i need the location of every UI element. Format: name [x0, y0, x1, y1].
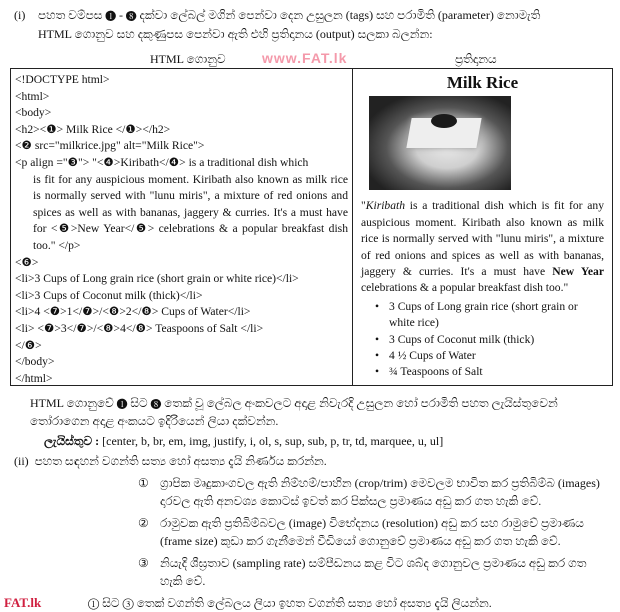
statement-text: රාමුවක ඇති ප්‍රතිබිම්බවල (image) විභේදනය (resolution) අඩු කර සහ රාමුවේ ප්‍රමාණය (frame size) කුඩා කර ගැනීමෙන් වීඩියෝ ගොනුවේ ප්‍රමාණය අඩු කර ගත හැකි වේ. — [160, 516, 584, 548]
para-text: celebrations & a popular breakfast dish too." — [361, 281, 569, 295]
question-number: (i) — [14, 8, 26, 22]
html-code — [11, 69, 353, 385]
statement-number: ③ — [138, 556, 149, 570]
last-row — [0, 594, 620, 612]
quote-mark: " — [361, 199, 366, 213]
para-text: is a traditional dish which is fit for any auspicious moment. Kiribath also known as milk rice is normally served with "lunu miris", a mixture of red onions and spices as well as with bananas, jaggery & curries. It's a must have — [361, 199, 604, 279]
code-line: <h2><❶> Milk Rice </❶></h2> — [15, 122, 171, 136]
code-line: <p align ="❸"> "<❹>Kiribath</❹> is a traditional dish which — [15, 155, 309, 169]
question-i — [14, 6, 614, 44]
watermark: www.FAT.lk — [262, 50, 348, 66]
final-instruction: ① සිට ③ තෙක් වගන්ති ලේබලය ලියා ඉහත වගන්ති සත්‍ය හෝ අසත්‍ය දැයි ලියන්න. — [88, 596, 492, 610]
question-number: (ii) — [14, 454, 29, 468]
question-ii — [14, 452, 620, 470]
question-text: පහත සඳහන් වගන්ති සත්‍ය හෝ අසත්‍ය දැයි නිර්ණය කරන්න. — [34, 454, 327, 468]
question-text-line2: HTML ගොනුව සහ දකුණුපස පෙන්වා ඇති එහි ප්‍රතිදානය (output) සලකා බලන්න: — [38, 27, 433, 41]
code-line: </html> — [15, 371, 53, 385]
code-line: <❻> — [15, 255, 39, 269]
italic-kiribath: Kiribath — [365, 199, 406, 213]
output-header: ප්‍රතිදානය — [455, 52, 497, 66]
list-item: • 4 ½ Cups of Water — [375, 348, 604, 364]
rendered-output — [353, 69, 612, 385]
bottom-section — [0, 394, 620, 612]
statement-1 — [138, 474, 610, 510]
code-line: <!DOCTYPE html> — [15, 73, 110, 86]
code-line: </body> — [15, 355, 55, 369]
output-paragraph — [361, 198, 604, 296]
list-item: • 3 Cups of Long grain rice (short grain or white rice) — [375, 299, 604, 332]
html-output-table — [10, 68, 613, 386]
instruction: HTML ගොනුවේ ❶ සිට ❽ තෙක් වූ ලේබල අංකවලට අදාළ නිවැරදි උසුලන හෝ පරාමිති පහත ලැයිස්තුවෙන් තෝරාගෙන අදාළ අංකයට ඉදිරියෙන් ලියා දක්වන්න. — [30, 396, 558, 428]
milk-rice-image — [369, 96, 511, 190]
statement-text: නියැදි ශීඝ්‍රතාව (sampling rate) සම්පීඩනය කළ විට ශබ්ද ගොනුවල ප්‍රමාණය අඩු කර ගත හැකි වේ. — [160, 556, 587, 588]
list-item: • ¾ Teaspoons of Salt — [375, 364, 604, 380]
code-line: </❻> — [15, 338, 42, 352]
code-line: <li>4 <❼>1</❼>/<❽>2</❽> Cups of Water</li> — [15, 305, 251, 319]
code-line: <li>3 Cups of Coconut milk (thick)</li> — [15, 288, 203, 302]
code-line: <body> — [15, 106, 52, 120]
bold-new-year: New Year — [552, 265, 604, 279]
code-line: <li>3 Cups of Long grain rice (short grain or white rice)</li> — [15, 272, 299, 286]
tag-list — [44, 432, 620, 450]
html-file-header: HTML ගොනුව — [150, 52, 226, 66]
statement-number: ① — [138, 476, 149, 490]
list-label: ලැයිස්තුව : — [44, 434, 100, 448]
list-values: [center, b, br, em, img, justify, i, ol, s, sup, sub, p, tr, td, marquee, u, ul] — [102, 434, 444, 448]
code-paragraph: is fit for any auspicious moment. Kiribath also known as milk rice is normally served with "lunu miris", a mixture of red onions and spices as well as with bananas, jaggery & curries. It's a must have for <❺>New Year</❺> celebrations & a popular breakfast dish too." </p> — [33, 172, 348, 252]
watermark-small: FAT.lk — [4, 595, 42, 610]
code-line: <html> — [15, 89, 50, 103]
question-text-line1: පහත වම්පස ❶ - ❽ දක්වා ලේබල් මගින් පෙන්වා දෙන උසුලන (tags) සහ පරාමිති (parameter) නොමැති — [38, 8, 541, 22]
statement-number: ② — [138, 516, 149, 530]
code-line: <li> <❼>3</❼>/<❽>4</❽> Teaspoons of Salt </li> — [15, 321, 264, 335]
list-item: • 3 Cups of Coconut milk (thick) — [375, 332, 604, 348]
statement-2 — [138, 514, 610, 550]
ingredients-list — [375, 299, 604, 381]
code-line: <❷ src="milkrice.jpg" alt="Milk Rice"> — [15, 139, 205, 153]
output-title: Milk Rice — [446, 73, 519, 92]
statement-text: ග්‍රාපික මෘදුකාංගවල ඇති නිම්හම්/පාහින (crop/trim) මෙවලම භාවිත කර ප්‍රතිබිම්බ (images) දාරවල ඇති අනවශ්‍ය කොටස් ඉවත් කර පික්සල ප්‍රමාණය අඩු කර ගත හැකි වේ. — [160, 476, 600, 508]
statement-3 — [138, 554, 610, 590]
